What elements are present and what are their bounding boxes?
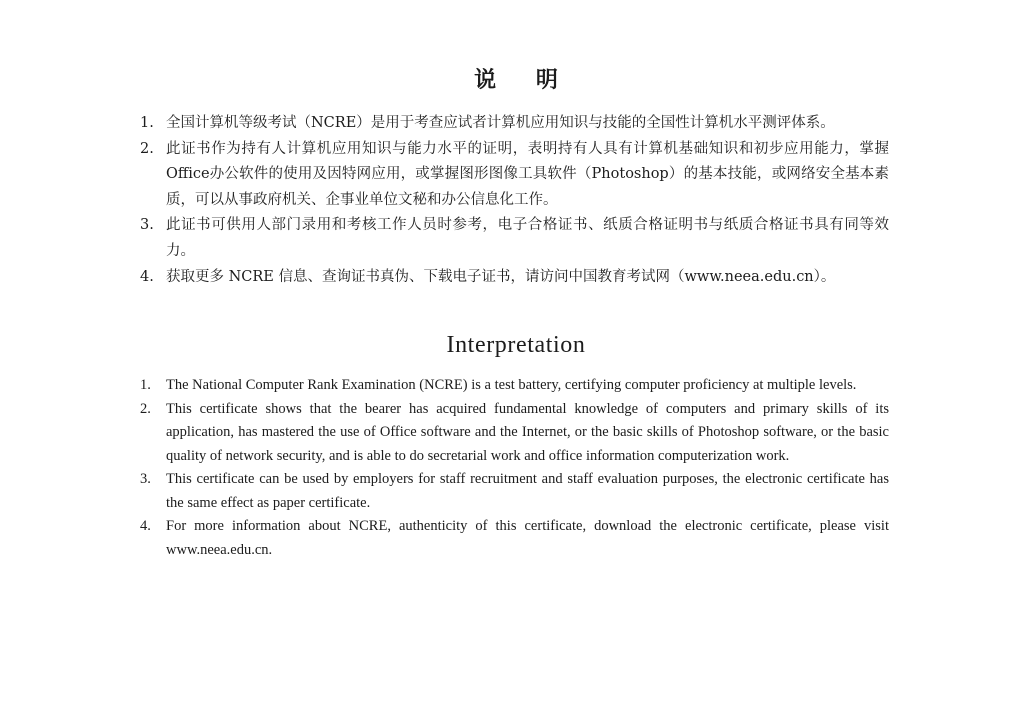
list-item <box>140 111 889 137</box>
list-number: 2. <box>140 140 154 157</box>
chinese-notes-list <box>140 111 889 290</box>
list-item <box>140 468 889 515</box>
list-number: 1. <box>140 377 151 393</box>
list-number: 3. <box>140 217 154 234</box>
list-number: 2. <box>140 400 151 417</box>
list-item-text: This certificate can be used by employers for staff recruitment and staff evaluation purposes, the electronic certificate has the same effect as paper certificate. <box>166 471 889 511</box>
list-number: 4. <box>140 518 151 534</box>
list-item-text: This certificate shows that the bearer has acquired fundamental knowledge of computers and primary skills of its application, has mastered the use of Office software and the Internet, or the basic skills of Photoshop software, or the basic quality of network security, and is able to do secretarial work and office information computerization work. <box>166 400 889 464</box>
list-number: 3. <box>140 471 151 487</box>
list-item-text: For more information about NCRE, authenticity of this certificate, download the electronic certificate, please visit www.neea.edu.cn. <box>166 518 889 558</box>
list-item-text: 此证书可供用人部门录用和考核工作人员时参考，电子合格证书、纸质合格证明书与纸质合格证书具有同等效力。 <box>166 217 889 259</box>
list-number: 1. <box>140 115 154 131</box>
list-number: 4. <box>140 268 154 285</box>
list-item-text: 全国计算机等级考试（NCRE）是用于考查应试者计算机应用知识与技能的全国性计算机水平测评体系。 <box>166 115 835 131</box>
list-item-text: 获取更多 NCRE 信息、查询证书真伪、下载电子证书，请访问中国教育考试网（www.neea.edu.cn）。 <box>166 268 836 285</box>
list-item <box>140 265 889 291</box>
english-notes-list <box>140 374 889 562</box>
list-item-text: The National Computer Rank Examination (NCRE) is a test battery, certifying computer proficiency at multiple levels. <box>166 377 857 393</box>
list-item <box>140 515 889 562</box>
page-title-english: Interpretation <box>446 332 586 358</box>
page-title-chinese: 说 明 <box>474 67 558 93</box>
list-item <box>140 398 889 469</box>
list-item <box>140 213 889 264</box>
list-item <box>140 137 889 214</box>
list-item-text: 此证书作为持有人计算机应用知识与能力水平的证明，表明持有人具有计算机基础知识和初步应用能力，掌握Office办公软件的使用及因特网应用，或掌握图形图像工具软件（Photoshop）的基本技能，或网络安全基本素质，可以从事政府机关、企事业单位文秘和办公信息化工作。 <box>166 140 889 208</box>
list-item <box>140 374 889 398</box>
